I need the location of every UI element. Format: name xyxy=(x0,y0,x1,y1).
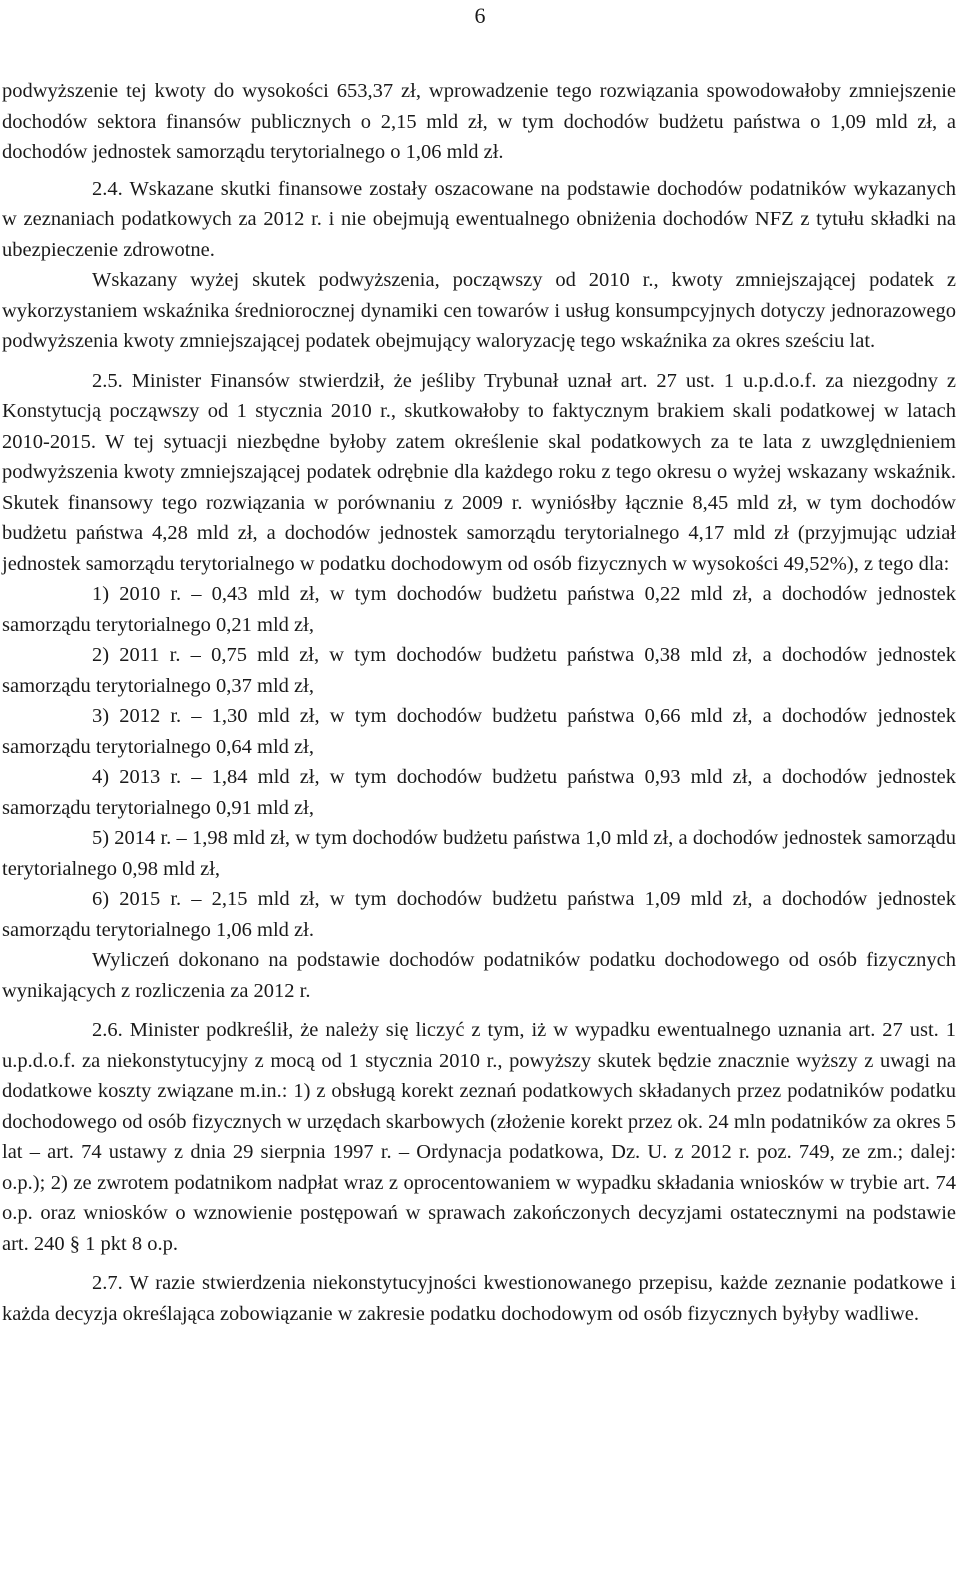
paragraph-2-7: 2.7. W razie stwierdzenia niekonstytucyjności kwestionowanego przepisu, każde zeznanie podatkowe i każda decyzja określająca zobowiązanie w zakresie podatku dochodowym od osób fizycznych byłyby wadliwe. xyxy=(2,1272,956,1325)
list-item-2014: 5) 2014 r. – 1,98 mld zł, w tym dochodów budżetu państwa 1,0 mld zł, a dochodów jednostek samorządu terytorialnego 0,98 mld zł, xyxy=(2,827,956,880)
paragraph-calculation-note: Wyliczeń dokonano na podstawie dochodów podatników podatku dochodowego od osób fizycznych wynikających z rozliczenia za 2012 r. xyxy=(2,949,956,1002)
page-number: 6 xyxy=(474,3,486,28)
paragraph-2-4: 2.4. Wskazane skutki finansowe zostały oszacowane na podstawie dochodów podatników wykazanych w zeznaniach podatkowych za 2012 r. i nie obejmują ewentualnego obniżenia dochodów NFZ z tytułu składki na ubezpieczenie zdrowotne. xyxy=(2,177,956,261)
list-item-2013: 4) 2013 r. – 1,84 mld zł, w tym dochodów budżetu państwa 0,93 mld zł, a dochodów jednostek samorządu terytorialnego 0,91 mld zł, xyxy=(2,766,956,819)
document-body xyxy=(2,76,956,1329)
paragraph-2-4-effect: Wskazany wyżej skutek podwyższenia, począwszy od 2010 r., kwoty zmniejszającej podatek z wykorzystaniem wskaźnika średniorocznej dynamiki cen towarów i usług konsumpcyjnych dotyczy jednorazowego podwyższenia kwoty zmniejszającej podatek obejmujący waloryzację tego wskaźnika za okres sześciu lat. xyxy=(2,269,956,352)
list-item-2011: 2) 2011 r. – 0,75 mld zł, w tym dochodów budżetu państwa 0,38 mld zł, a dochodów jednostek samorządu terytorialnego 0,37 mld zł, xyxy=(2,644,956,697)
paragraph-2-6: 2.6. Minister podkreślił, że należy się liczyć z tym, iż w wypadku ewentualnego uznania art. 27 ust. 1 u.p.d.o.f. za niekonstytucyjny z mocą od 1 stycznia 2010 r., powyższy skutek będzie znacznie wyższy z uwagi na dodatkowe koszty związane m.in.: 1) z obsługą korekt zeznań podatkowych składanych przez podatników podatku dochodowego od osób fizycznych w urzędach skarbowych (złożenie korekt przez ok. 24 mln podatników za okres 5 lat – art. 74 ustawy z dnia 29 sierpnia 1997 r. – Ordynacja podatkowa, Dz. U. z 2012 r. poz. 749, ze zm.; dalej: o.p.); 2) ze zwrotem podatnikom nadpłat wraz z oprocentowaniem w wypadku składania wniosków w trybie art. 74 o.p. oraz wniosków o wznowienie postępowań w sprawach zakończonych decyzjami ostatecznymi na podstawie art. 240 § 1 pkt 8 o.p. xyxy=(2,1019,956,1255)
list-item-2015: 6) 2015 r. – 2,15 mld zł, w tym dochodów budżetu państwa 1,09 mld zł, a dochodów jednostek samorządu terytorialnego 1,06 mld zł. xyxy=(2,888,956,941)
paragraph-2-5: 2.5. Minister Finansów stwierdził, że jeśliby Trybunał uznał art. 27 ust. 1 u.p.d.o.f. za niezgodny z Konstytucją począwszy od 1 stycznia 2010 r., skutkowałoby to faktycznym brakiem skali podatkowej w latach 2010-2015. W tej sytuacji niezbędne byłoby zatem określenie skal podatkowych za te lata z uwzględnieniem podwyższenia kwoty zmniejszającej podatek odrębnie dla każdego roku z tego okresu o wyżej wskazany wskaźnik. Skutek finansowy tego rozwiązania w porównaniu z 2009 r. wyniósłby łącznie 8,45 mld zł, w tym dochodów budżetu państwa 4,28 mld zł, a dochodów jednostek samorządu terytorialnego 4,17 mld zł (przyjmując udział jednostek samorządu terytorialnego w podatku dochodowym od osób fizycznych w wysokości 49,52%), z tego dla: xyxy=(2,369,956,575)
paragraph-continuation: podwyższenie tej kwoty do wysokości 653,37 zł, wprowadzenie tego rozwiązania spowodowałoby zmniejszenie dochodów sektora finansów publicznych o 2,15 mld zł, w tym dochodów budżetu państwa o 1,09 mld zł, a dochodów jednostek samorządu terytorialnego o 1,06 mld zł. xyxy=(2,80,956,163)
list-item-2010: 1) 2010 r. – 0,43 mld zł, w tym dochodów budżetu państwa 0,22 mld zł, a dochodów jednostek samorządu terytorialnego 0,21 mld zł, xyxy=(2,583,956,636)
list-item-2012: 3) 2012 r. – 1,30 mld zł, w tym dochodów budżetu państwa 0,66 mld zł, a dochodów jednostek samorządu terytorialnego 0,64 mld zł, xyxy=(2,705,956,758)
